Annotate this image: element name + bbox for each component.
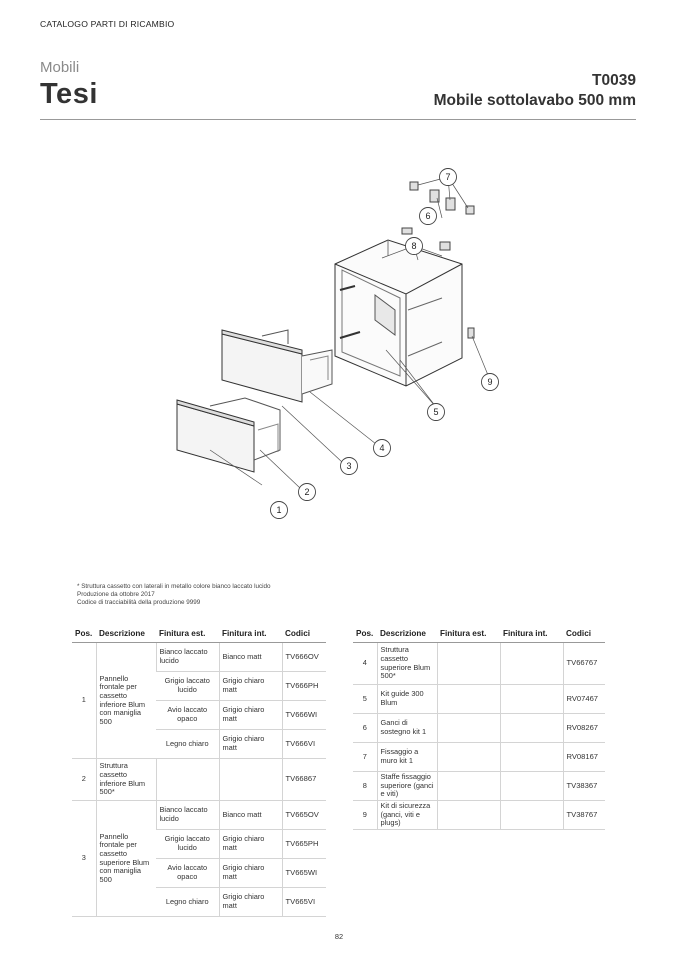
cell-finish-int	[500, 772, 563, 801]
cell-description: Staffe fissaggio superiore (ganci e viti)	[377, 772, 437, 801]
exploded-view-drawing	[150, 160, 520, 530]
cell-code: TV66867	[282, 759, 326, 801]
cell-finish-ext	[437, 743, 500, 772]
header-divider	[40, 119, 636, 120]
cell-code: TV666WI	[282, 701, 326, 730]
cell-code: TV666OV	[282, 643, 326, 672]
cell-finish-int	[500, 743, 563, 772]
cell-finish-int: Bianco matt	[219, 801, 282, 830]
production-notes	[77, 583, 271, 606]
brand-title: Tesi	[40, 78, 98, 110]
col-finish-ext: Finitura est.	[437, 629, 500, 643]
cell-finish-ext: Avio laccato opaco	[156, 701, 219, 730]
cell-finish-ext: Avio laccato opaco	[156, 859, 219, 888]
table-row	[353, 743, 605, 772]
table-row	[353, 772, 605, 801]
parts-table-right	[353, 629, 605, 830]
table-row	[72, 643, 326, 672]
col-finish-ext: Finitura est.	[156, 629, 219, 643]
cell-finish-ext	[437, 772, 500, 801]
callout-3: 3	[346, 461, 352, 471]
cell-code: RV08167	[563, 743, 605, 772]
col-pos: Pos.	[72, 629, 96, 643]
cell-code: TV38367	[563, 772, 605, 801]
cell-finish-ext	[437, 643, 500, 685]
product-title: Mobile sottolavabo 500 mm	[433, 92, 636, 109]
cell-code: TV665VI	[282, 888, 326, 917]
cell-description: Struttura cassetto superiore Blum 500*	[377, 643, 437, 685]
table-row	[353, 685, 605, 714]
cell-description: Kit di sicurezza (ganci, viti e plugs)	[377, 801, 437, 830]
callout-2: 2	[304, 487, 310, 497]
cell-code: TV38767	[563, 801, 605, 830]
catalog-label: CATALOGO PARTI DI RICAMBIO	[40, 19, 175, 29]
callout-1: 1	[276, 505, 282, 515]
cell-code: TV665OV	[282, 801, 326, 830]
page-number: 82	[334, 932, 344, 941]
cell-finish-ext	[437, 685, 500, 714]
col-codes: Codici	[563, 629, 605, 643]
callout-5: 5	[433, 407, 439, 417]
cell-finish-int: Grigio chiaro matt	[219, 730, 282, 759]
cell-pos: 6	[353, 714, 377, 743]
callout-6: 6	[425, 211, 431, 221]
cell-finish-ext: Legno chiaro	[156, 888, 219, 917]
note-line: * Struttura cassetto con laterali in metallo colore bianco laccato lucido	[77, 583, 271, 590]
col-finish-int: Finitura int.	[500, 629, 563, 643]
callout-9: 9	[487, 377, 493, 387]
lower-drawer	[177, 398, 280, 472]
cell-code: TV666PH	[282, 672, 326, 701]
product-code: T0039	[592, 72, 636, 89]
table-header-row	[72, 629, 326, 643]
cell-pos: 8	[353, 772, 377, 801]
table-row	[353, 801, 605, 830]
cell-pos: 5	[353, 685, 377, 714]
cell-pos: 3	[72, 801, 96, 917]
cell-finish-int	[500, 685, 563, 714]
cell-finish-ext	[156, 759, 219, 801]
category-label: Mobili	[40, 59, 80, 76]
cell-description: Fissaggio a muro kit 1	[377, 743, 437, 772]
cell-finish-ext: Bianco laccato lucido	[156, 801, 219, 830]
cell-code: TV665WI	[282, 859, 326, 888]
cell-finish-int: Bianco matt	[219, 643, 282, 672]
col-description: Descrizione	[377, 629, 437, 643]
cell-finish-int	[219, 759, 282, 801]
cell-finish-int: Grigio chiaro matt	[219, 859, 282, 888]
cell-pos: 7	[353, 743, 377, 772]
parts-table-left	[72, 629, 326, 917]
cell-finish-int: Grigio chiaro matt	[219, 888, 282, 917]
cell-pos: 2	[72, 759, 96, 801]
cell-finish-ext	[437, 801, 500, 830]
table-row	[72, 759, 326, 801]
cell-pos: 9	[353, 801, 377, 830]
cell-finish-ext	[437, 714, 500, 743]
cell-finish-int: Grigio chiaro matt	[219, 830, 282, 859]
table-header-row	[353, 629, 605, 643]
cell-finish-int	[500, 801, 563, 830]
cell-description: Pannello frontale per cassetto inferiore Blum con maniglia 500	[96, 643, 156, 759]
cell-pos: 1	[72, 643, 96, 759]
col-codes: Codici	[282, 629, 326, 643]
cell-finish-ext: Grigio laccato lucido	[156, 830, 219, 859]
note-line: Codice di tracciabilità della produzione 9999	[77, 598, 201, 606]
cell-finish-int: Grigio chiaro matt	[219, 701, 282, 730]
cell-finish-ext: Legno chiaro	[156, 730, 219, 759]
cell-description: Pannello frontale per cassetto superiore Blum con maniglia 500	[96, 801, 156, 917]
cell-code: RV07467	[563, 685, 605, 714]
cell-description: Struttura cassetto inferiore Blum 500*	[96, 759, 156, 801]
cell-description: Kit guide 300 Blum	[377, 685, 437, 714]
cell-finish-int	[500, 643, 563, 685]
cell-finish-int	[500, 714, 563, 743]
callout-8: 8	[411, 241, 417, 251]
cell-code: TV66767	[563, 643, 605, 685]
cell-finish-ext: Grigio laccato lucido	[156, 672, 219, 701]
cell-code: TV665PH	[282, 830, 326, 859]
callout-4: 4	[379, 443, 385, 453]
cell-code: TV666VI	[282, 730, 326, 759]
callout-7: 7	[445, 172, 451, 182]
table-row	[72, 801, 326, 830]
table-row	[353, 643, 605, 685]
cell-pos: 4	[353, 643, 377, 685]
cell-finish-ext: Bianco laccato lucido	[156, 643, 219, 672]
upper-drawer	[222, 330, 332, 402]
note-line: Produzione da ottobre 2017	[77, 590, 155, 598]
col-finish-int: Finitura int.	[219, 629, 282, 643]
table-row	[353, 714, 605, 743]
cell-code: RV08267	[563, 714, 605, 743]
cell-finish-int: Grigio chiaro matt	[219, 672, 282, 701]
col-description: Descrizione	[96, 629, 156, 643]
col-pos: Pos.	[353, 629, 377, 643]
cell-description: Ganci di sostegno kit 1	[377, 714, 437, 743]
